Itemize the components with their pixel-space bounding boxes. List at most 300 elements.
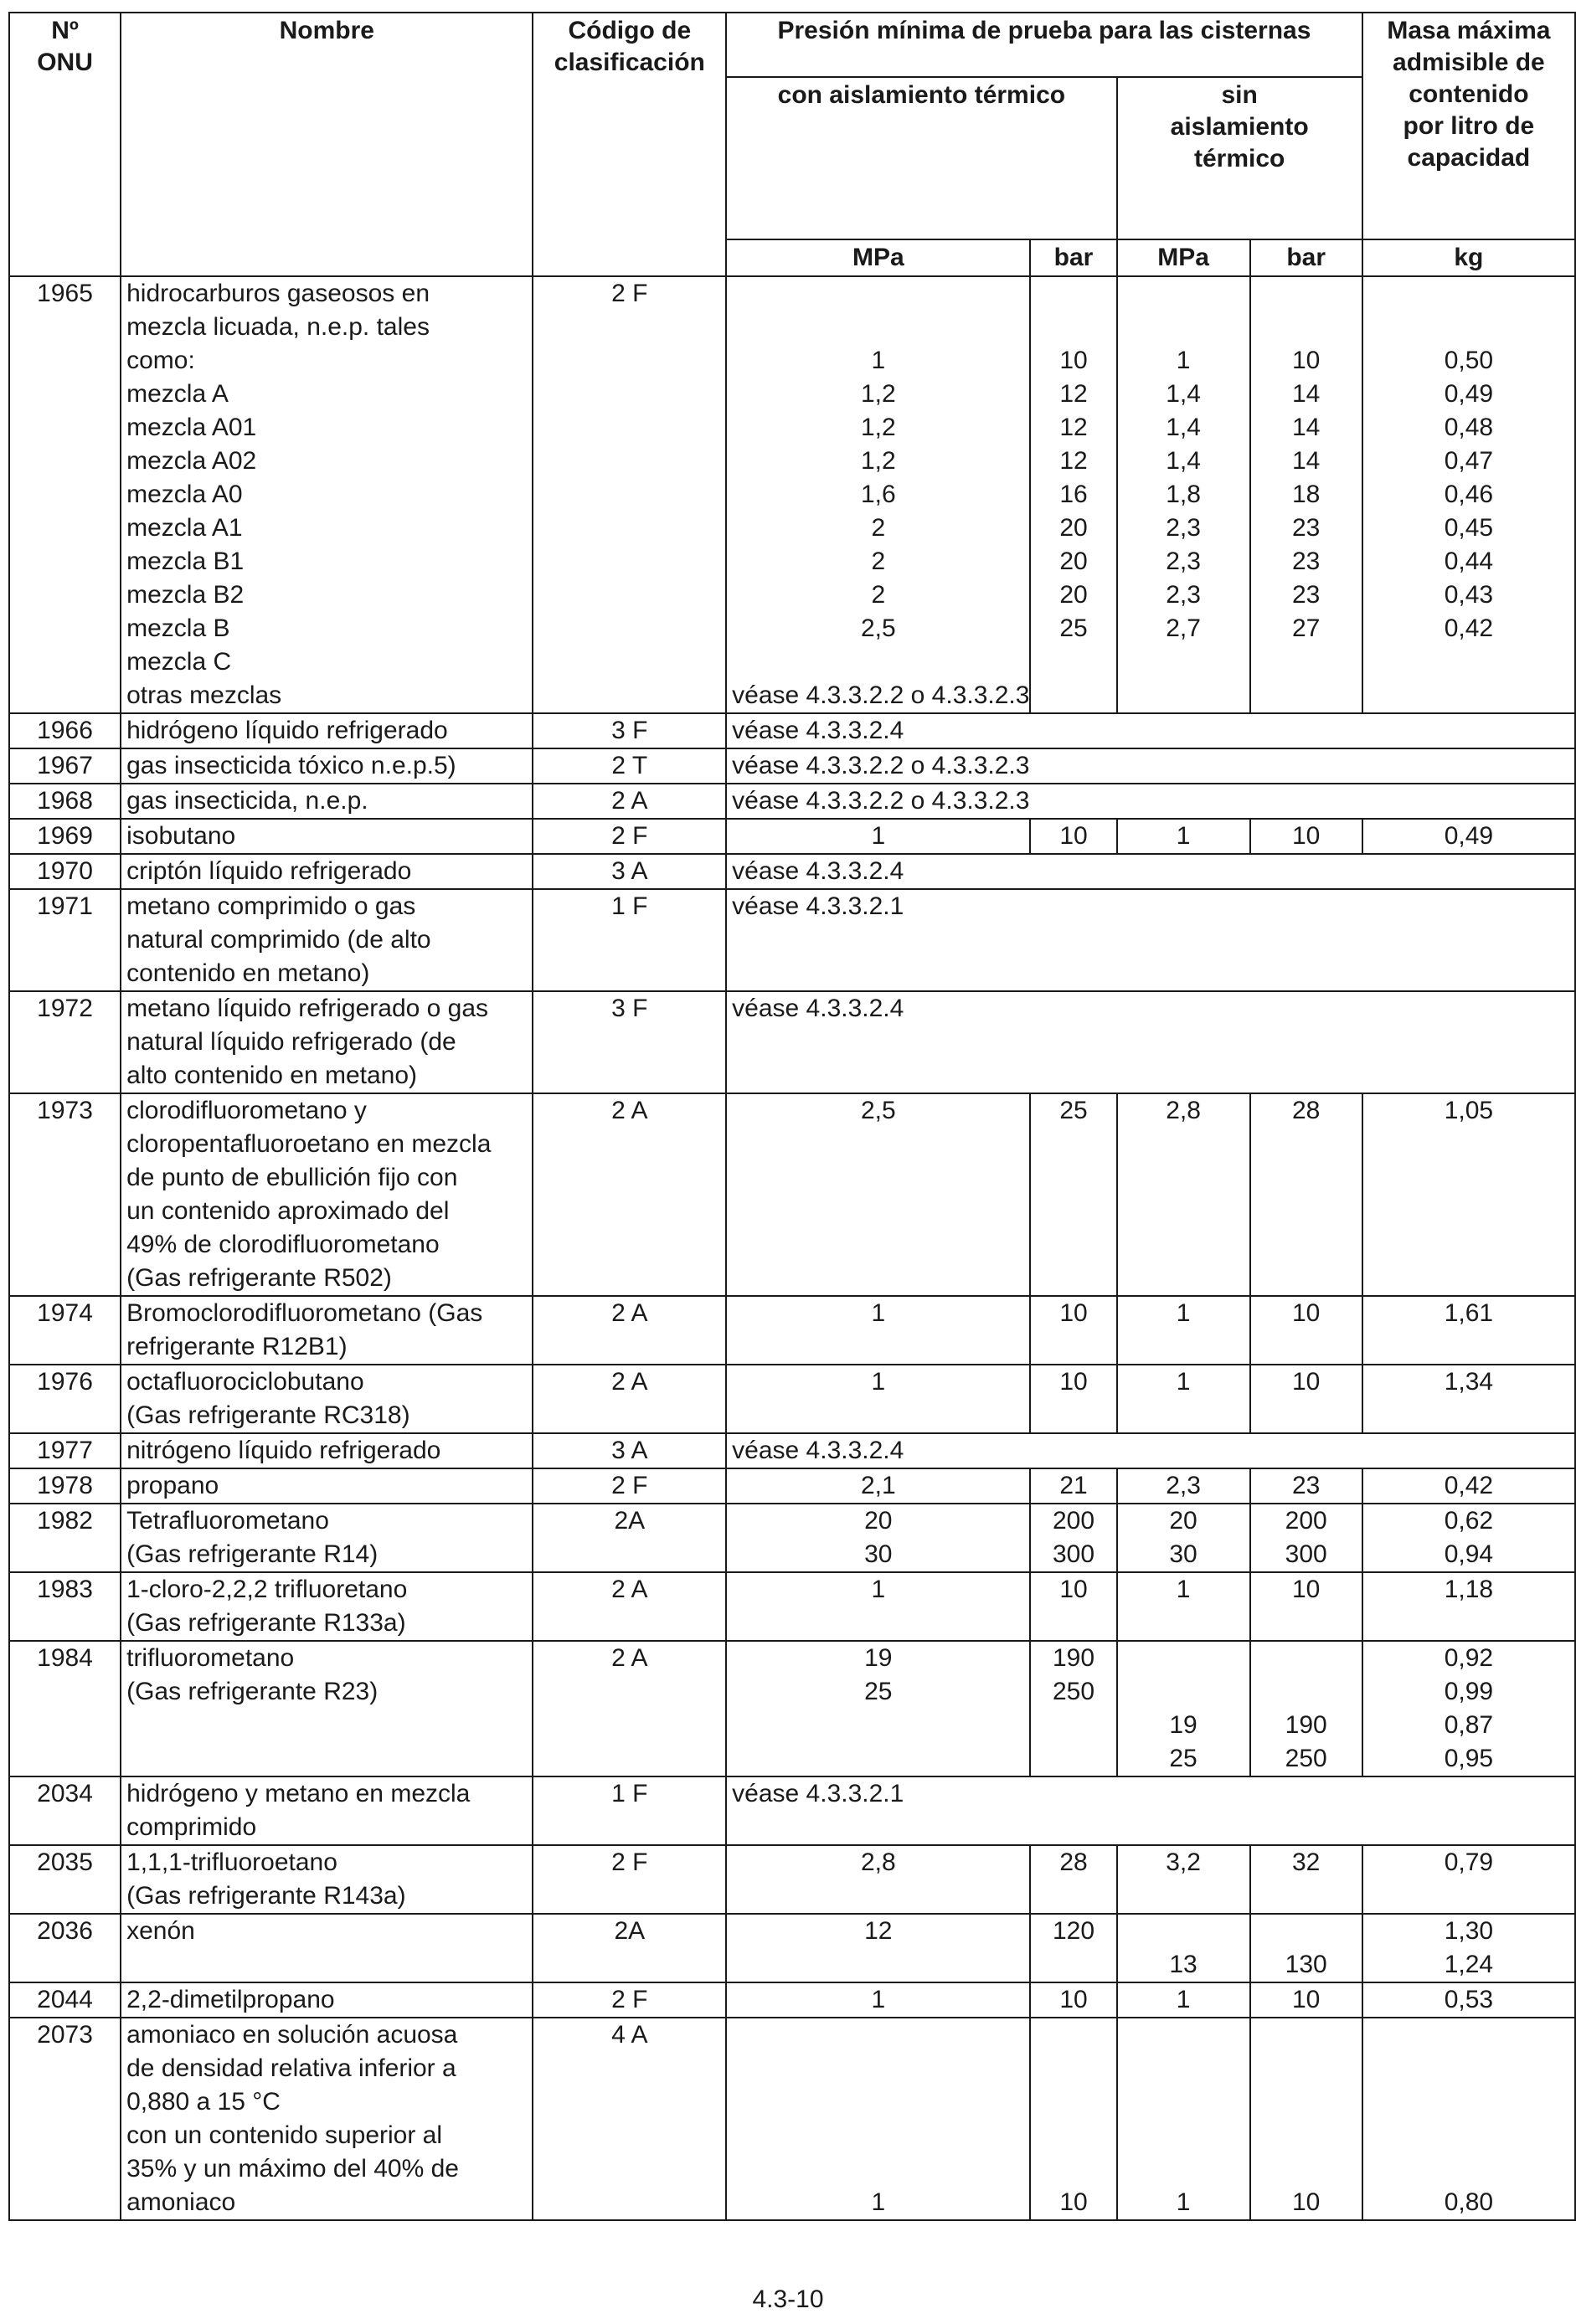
reference-note: véase 4.3.3.2.1 bbox=[726, 1776, 1575, 1845]
name-line: contenido en metano) bbox=[126, 959, 370, 987]
name-line: mezcla A02 bbox=[126, 447, 257, 475]
value-line bbox=[727, 2018, 1029, 2052]
value-line: 19 bbox=[864, 1644, 893, 1672]
value-line bbox=[727, 1879, 1029, 1913]
value-line: 14 bbox=[1291, 447, 1321, 475]
value-line bbox=[727, 277, 1029, 311]
value-line: 200 bbox=[1052, 1507, 1095, 1535]
value-line: 10 bbox=[1059, 1986, 1088, 2013]
name-line: comprimido bbox=[126, 1813, 257, 1841]
value-line bbox=[1118, 2152, 1249, 2186]
value-line bbox=[1031, 1330, 1115, 1364]
value-line bbox=[1118, 645, 1249, 679]
value-line: 12 bbox=[1059, 414, 1088, 441]
classification-code: 1 F bbox=[533, 1776, 726, 1845]
value-cell-bar2 bbox=[1250, 1468, 1362, 1504]
value-line bbox=[1363, 1399, 1574, 1432]
classification-code: 2 F bbox=[533, 1982, 726, 2018]
value-line bbox=[727, 1195, 1029, 1228]
value-line bbox=[727, 1161, 1029, 1195]
value-line: 0,47 bbox=[1444, 447, 1494, 475]
value-line bbox=[727, 1607, 1029, 1640]
substance-name bbox=[121, 819, 533, 854]
value-line bbox=[1251, 1262, 1362, 1295]
value-line bbox=[1363, 1262, 1574, 1295]
value-line bbox=[727, 1709, 1029, 1742]
value-cell-bar2 bbox=[1250, 276, 1362, 713]
name-line: trifluorometano bbox=[126, 1644, 295, 1672]
name-line: Tetrafluorometano bbox=[126, 1507, 329, 1535]
classification-code: 3 F bbox=[533, 713, 726, 748]
value-line: 300 bbox=[1285, 1540, 1327, 1568]
value-line: 1,30 bbox=[1444, 1917, 1494, 1945]
value-line: 0,50 bbox=[1444, 347, 1494, 374]
value-line: 10 bbox=[1059, 1576, 1088, 1603]
value-line: 1,2 bbox=[860, 447, 896, 475]
value-cell-kg bbox=[1362, 1982, 1575, 2018]
value-line bbox=[1031, 2052, 1115, 2085]
value-cell-bar2 bbox=[1250, 1845, 1362, 1914]
value-cell-mpa1 bbox=[726, 276, 1030, 713]
page-number: 4.3-10 bbox=[752, 2285, 824, 2313]
substance-name bbox=[121, 1093, 533, 1296]
value-line: 0,43 bbox=[1444, 581, 1494, 609]
value-cell-mpa1 bbox=[726, 1845, 1030, 1914]
value-line: 130 bbox=[1285, 1951, 1327, 1978]
value-line: 2,3 bbox=[1166, 581, 1201, 609]
value-line bbox=[1363, 311, 1574, 344]
value-line: 20 bbox=[1059, 548, 1088, 575]
value-line bbox=[1363, 277, 1574, 311]
substance-name bbox=[121, 1365, 533, 1433]
un-number: 2073 bbox=[9, 2018, 121, 2220]
value-line bbox=[1031, 277, 1115, 311]
value-line: 1 bbox=[871, 2188, 886, 2216]
value-line: 23 bbox=[1291, 548, 1321, 575]
value-cell-mpa2 bbox=[1117, 1296, 1250, 1365]
value-cell-bar1 bbox=[1030, 1572, 1116, 1641]
value-line bbox=[727, 1330, 1029, 1364]
value-line bbox=[1031, 2018, 1115, 2052]
value-line bbox=[727, 2085, 1029, 2119]
substance-name bbox=[121, 1296, 533, 1365]
value-line bbox=[1118, 2052, 1249, 2085]
value-cell-kg bbox=[1362, 2018, 1575, 2220]
value-line bbox=[1118, 1642, 1249, 1675]
value-cell-bar1 bbox=[1030, 1365, 1116, 1433]
value-cell-mpa1 bbox=[726, 1468, 1030, 1504]
classification-code: 2A bbox=[533, 1914, 726, 1982]
substance-name bbox=[121, 1982, 533, 2018]
name-line: un contenido aproximado del bbox=[126, 1197, 450, 1225]
value-cell-kg bbox=[1362, 1845, 1575, 1914]
value-line bbox=[727, 1228, 1029, 1262]
reference-note: véase 4.3.3.2.4 bbox=[726, 1433, 1575, 1468]
value-cell-bar1 bbox=[1030, 1504, 1116, 1572]
value-line: 10 bbox=[1059, 2188, 1088, 2216]
value-line: 0,99 bbox=[1444, 1678, 1494, 1705]
value-line: 25 bbox=[1059, 1097, 1088, 1124]
table-row bbox=[9, 1982, 1575, 2018]
un-number: 1965 bbox=[9, 276, 121, 713]
value-line: 10 bbox=[1059, 1368, 1088, 1396]
value-line: 1,24 bbox=[1444, 1951, 1494, 1978]
name-line: mezcla B2 bbox=[126, 581, 245, 609]
value-cell-bar2 bbox=[1250, 819, 1362, 854]
value-line bbox=[1118, 1262, 1249, 1295]
name-line: mezcla B bbox=[126, 614, 230, 642]
reference-note: véase 4.3.3.2.2 o 4.3.3.2.3 bbox=[726, 748, 1575, 784]
col-header-nombre: Nombre bbox=[121, 13, 533, 276]
value-line: 14 bbox=[1291, 414, 1321, 441]
value-line: 10 bbox=[1291, 1576, 1321, 1603]
name-line: amoniaco en solución acuosa bbox=[126, 2021, 458, 2049]
value-line: 2,8 bbox=[860, 1848, 896, 1876]
value-line bbox=[1118, 2018, 1249, 2052]
value-line bbox=[1031, 311, 1115, 344]
value-line bbox=[1031, 1161, 1115, 1195]
value-line bbox=[1118, 1607, 1249, 1640]
name-line: hidrógeno líquido refrigerado bbox=[126, 717, 448, 744]
name-line: 49% de clorodifluorometano bbox=[126, 1231, 440, 1258]
substance-name bbox=[121, 991, 533, 1093]
value-cell-kg bbox=[1362, 1572, 1575, 1641]
value-line bbox=[1118, 1195, 1249, 1228]
substance-name bbox=[121, 1433, 533, 1468]
un-number: 1983 bbox=[9, 1572, 121, 1641]
value-line bbox=[1031, 2119, 1115, 2152]
value-cell-mpa2 bbox=[1117, 1641, 1250, 1776]
value-cell-mpa2 bbox=[1117, 1914, 1250, 1982]
value-line bbox=[1251, 1607, 1362, 1640]
un-number: 1977 bbox=[9, 1433, 121, 1468]
value-line bbox=[1031, 645, 1115, 679]
value-line bbox=[1251, 2052, 1362, 2085]
col-header-masa: Masa máxima admisible de contenido por litro de capacidad bbox=[1362, 13, 1575, 239]
value-line bbox=[1118, 277, 1249, 311]
substance-name bbox=[121, 748, 533, 784]
value-line: 3,2 bbox=[1166, 1848, 1201, 1876]
value-line bbox=[1031, 1228, 1115, 1262]
un-gas-tank-table bbox=[8, 12, 1576, 2221]
value-line bbox=[1118, 311, 1249, 344]
value-line: 0,49 bbox=[1444, 380, 1494, 408]
value-line: 28 bbox=[1059, 1848, 1088, 1876]
name-line: clorodifluorometano y bbox=[126, 1097, 367, 1124]
value-line bbox=[1251, 1161, 1362, 1195]
value-cell-mpa2 bbox=[1117, 1093, 1250, 1296]
classification-code: 2 F bbox=[533, 1845, 726, 1914]
value-line bbox=[1118, 2119, 1249, 2152]
value-line bbox=[1031, 1399, 1115, 1432]
value-line: 2,1 bbox=[860, 1472, 896, 1499]
value-line bbox=[727, 1742, 1029, 1776]
value-line bbox=[727, 2119, 1029, 2152]
name-line: natural comprimido (de alto bbox=[126, 926, 431, 954]
name-line: mezcla A1 bbox=[126, 514, 243, 542]
name-line: mezcla B1 bbox=[126, 548, 245, 575]
value-cell-bar2 bbox=[1250, 1914, 1362, 1982]
value-line: 20 bbox=[864, 1507, 893, 1535]
reference-note: véase 4.3.3.2.2 o 4.3.3.2.3 bbox=[726, 784, 1575, 819]
un-number: 1969 bbox=[9, 819, 121, 854]
value-line: 190 bbox=[1052, 1644, 1095, 1672]
table-row bbox=[9, 1365, 1575, 1433]
un-number: 1972 bbox=[9, 991, 121, 1093]
table-row bbox=[9, 713, 1575, 748]
classification-code: 2 A bbox=[533, 784, 726, 819]
value-line: 2,5 bbox=[860, 614, 896, 642]
value-line bbox=[1251, 2018, 1362, 2052]
name-line: isobutano bbox=[126, 822, 236, 850]
value-cell-mpa1 bbox=[726, 1504, 1030, 1572]
value-line: 10 bbox=[1291, 2188, 1321, 2216]
value-cell-mpa2 bbox=[1117, 276, 1250, 713]
value-line bbox=[1118, 1879, 1249, 1913]
value-cell-kg bbox=[1362, 819, 1575, 854]
name-line: gas insecticida, n.e.p. bbox=[126, 787, 368, 815]
value-line: 23 bbox=[1291, 1472, 1321, 1499]
value-line: 20 bbox=[1059, 514, 1088, 542]
name-line: alto contenido en metano) bbox=[126, 1062, 418, 1089]
value-line bbox=[1251, 1330, 1362, 1364]
value-line: 10 bbox=[1059, 1299, 1088, 1327]
table-row bbox=[9, 991, 1575, 1093]
name-line: 2,2-dimetilpropano bbox=[126, 1986, 335, 2013]
value-line: 1 bbox=[871, 1299, 886, 1327]
value-line: 0,92 bbox=[1444, 1644, 1494, 1672]
value-line: 1,2 bbox=[860, 380, 896, 408]
value-line: 250 bbox=[1052, 1678, 1095, 1705]
value-line bbox=[1363, 1128, 1574, 1161]
value-cell-kg bbox=[1362, 1641, 1575, 1776]
name-line: refrigerante R12B1) bbox=[126, 1333, 348, 1360]
value-line: 1 bbox=[871, 1986, 886, 2013]
value-line: 0,45 bbox=[1444, 514, 1494, 542]
reference-note: véase 4.3.3.2.4 bbox=[726, 854, 1575, 889]
table-row bbox=[9, 1776, 1575, 1845]
value-line: 16 bbox=[1059, 481, 1088, 508]
value-line: 1 bbox=[1176, 822, 1191, 850]
un-number: 2035 bbox=[9, 1845, 121, 1914]
value-line bbox=[1363, 1195, 1574, 1228]
value-line bbox=[727, 1128, 1029, 1161]
classification-code: 2 A bbox=[533, 1572, 726, 1641]
name-line: de punto de ebullición fijo con bbox=[126, 1164, 458, 1191]
name-line: mezcla A bbox=[126, 380, 229, 408]
name-line: octafluorociclobutano bbox=[126, 1368, 364, 1396]
table-row bbox=[9, 1296, 1575, 1365]
value-cell-mpa1 bbox=[726, 1641, 1030, 1776]
name-line: de densidad relativa inferior a bbox=[126, 2054, 456, 2082]
substance-name bbox=[121, 784, 533, 819]
value-line bbox=[1251, 1228, 1362, 1262]
value-line bbox=[1118, 1915, 1249, 1948]
value-line bbox=[1251, 645, 1362, 679]
substance-name bbox=[121, 1572, 533, 1641]
value-line: 2 bbox=[871, 514, 886, 542]
reference-note: véase 4.3.3.2.4 bbox=[726, 991, 1575, 1093]
value-line bbox=[1251, 1675, 1362, 1709]
name-line: (Gas refrigerante RC318) bbox=[126, 1401, 410, 1429]
classification-code: 2A bbox=[533, 1504, 726, 1572]
value-line: 20 bbox=[1059, 581, 1088, 609]
value-cell-mpa1 bbox=[726, 819, 1030, 854]
value-cell-kg bbox=[1362, 1296, 1575, 1365]
name-line: otras mezclas bbox=[126, 681, 282, 709]
classification-code: 3 A bbox=[533, 1433, 726, 1468]
classification-code: 1 F bbox=[533, 889, 726, 991]
table-row bbox=[9, 1845, 1575, 1914]
value-line: 0,49 bbox=[1444, 822, 1494, 850]
value-line: 1,4 bbox=[1166, 380, 1201, 408]
table-row bbox=[9, 1914, 1575, 1982]
value-line bbox=[1363, 2052, 1574, 2085]
un-number: 2034 bbox=[9, 1776, 121, 1845]
value-cell-kg bbox=[1362, 1504, 1575, 1572]
value-line bbox=[727, 1948, 1029, 1982]
document-page bbox=[8, 12, 1576, 2221]
value-cell-mpa1 bbox=[726, 1572, 1030, 1641]
classification-code: 2 A bbox=[533, 1365, 726, 1433]
classification-code: 3 F bbox=[533, 991, 726, 1093]
substance-name bbox=[121, 1776, 533, 1845]
value-line: 13 bbox=[1169, 1951, 1197, 1978]
value-cell-mpa2 bbox=[1117, 2018, 1250, 2220]
value-cell-bar2 bbox=[1250, 1982, 1362, 2018]
table-row bbox=[9, 1093, 1575, 1296]
value-line: 1,18 bbox=[1444, 1576, 1494, 1603]
value-line: 12 bbox=[1059, 447, 1088, 475]
name-line: (Gas refrigerante R502) bbox=[126, 1264, 392, 1292]
table-row bbox=[9, 889, 1575, 991]
value-line bbox=[1251, 2085, 1362, 2119]
value-line: 0,42 bbox=[1444, 614, 1494, 642]
value-line: 0,62 bbox=[1444, 1507, 1494, 1535]
value-cell-mpa2 bbox=[1117, 1468, 1250, 1504]
value-line: 2,5 bbox=[860, 1097, 896, 1124]
value-cell-mpa1 bbox=[726, 1296, 1030, 1365]
name-line: natural líquido refrigerado (de bbox=[126, 1028, 456, 1056]
value-line bbox=[1363, 645, 1574, 679]
value-line: 0,48 bbox=[1444, 414, 1494, 441]
value-line: 1 bbox=[871, 822, 886, 850]
un-number: 1973 bbox=[9, 1093, 121, 1296]
name-line: cloropentafluoroetano en mezcla bbox=[126, 1130, 492, 1158]
un-number: 1970 bbox=[9, 854, 121, 889]
substance-name bbox=[121, 1504, 533, 1572]
classification-code: 4 A bbox=[533, 2018, 726, 2220]
value-line: 0,95 bbox=[1444, 1745, 1494, 1772]
value-line: 1 bbox=[1176, 1299, 1191, 1327]
name-line: (Gas refrigerante R23) bbox=[126, 1678, 379, 1705]
value-line: 1,34 bbox=[1444, 1368, 1494, 1396]
value-line: 1,6 bbox=[860, 481, 896, 508]
value-line: 0,46 bbox=[1444, 481, 1494, 508]
value-line: 0,79 bbox=[1444, 1848, 1494, 1876]
value-line bbox=[1363, 1607, 1574, 1640]
classification-code: 2 A bbox=[533, 1641, 726, 1776]
value-line: 2,3 bbox=[1166, 1472, 1201, 1499]
substance-name bbox=[121, 276, 533, 713]
classification-code: 3 A bbox=[533, 854, 726, 889]
un-number: 1982 bbox=[9, 1504, 121, 1572]
value-line: 21 bbox=[1059, 1472, 1088, 1499]
value-line: 10 bbox=[1059, 347, 1088, 374]
value-line bbox=[1031, 1607, 1115, 1640]
name-line: 0,880 a 15 °C bbox=[126, 2088, 281, 2116]
value-line: 12 bbox=[1059, 380, 1088, 408]
value-line bbox=[1251, 1879, 1362, 1913]
value-cell-bar1 bbox=[1030, 819, 1116, 854]
un-number: 1976 bbox=[9, 1365, 121, 1433]
value-line: 10 bbox=[1291, 822, 1321, 850]
value-cell-mpa1 bbox=[726, 1093, 1030, 1296]
value-line bbox=[1363, 1330, 1574, 1364]
value-line: 300 bbox=[1052, 1540, 1095, 1568]
value-line: 1,8 bbox=[1166, 481, 1201, 508]
value-line: 2 bbox=[871, 548, 886, 575]
value-line: 2,7 bbox=[1166, 614, 1201, 642]
value-line bbox=[1363, 2018, 1574, 2052]
value-cell-mpa1 bbox=[726, 1982, 1030, 2018]
value-line: 2,3 bbox=[1166, 548, 1201, 575]
value-line: 10 bbox=[1059, 822, 1088, 850]
reference-note: véase 4.3.3.2.2 o 4.3.3.2.3 bbox=[732, 681, 1030, 709]
value-line: 2,8 bbox=[1166, 1097, 1201, 1124]
name-line: metano líquido refrigerado o gas bbox=[126, 995, 489, 1022]
value-line bbox=[1363, 2085, 1574, 2119]
value-cell-mpa1 bbox=[726, 1914, 1030, 1982]
table-row bbox=[9, 748, 1575, 784]
name-line: nitrógeno líquido refrigerado bbox=[126, 1437, 441, 1464]
value-line bbox=[1118, 1228, 1249, 1262]
value-line bbox=[1363, 1879, 1574, 1913]
value-line bbox=[1251, 277, 1362, 311]
value-cell-kg bbox=[1362, 1093, 1575, 1296]
substance-name bbox=[121, 1914, 533, 1982]
reference-note: véase 4.3.3.2.4 bbox=[726, 713, 1575, 748]
value-cell-mpa2 bbox=[1117, 1845, 1250, 1914]
name-line: gas insecticida tóxico n.e.p.5) bbox=[126, 752, 456, 779]
table-row bbox=[9, 854, 1575, 889]
value-line bbox=[727, 311, 1029, 344]
value-line: 14 bbox=[1291, 380, 1321, 408]
substance-name bbox=[121, 713, 533, 748]
classification-code: 2 T bbox=[533, 748, 726, 784]
classification-code: 2 F bbox=[533, 276, 726, 713]
unit-bar-sin: bar bbox=[1250, 239, 1362, 276]
value-line bbox=[1251, 1399, 1362, 1432]
value-line: 10 bbox=[1291, 347, 1321, 374]
name-line: (Gas refrigerante R14) bbox=[126, 1540, 379, 1568]
value-line bbox=[1251, 1195, 1362, 1228]
value-line: 2 bbox=[871, 581, 886, 609]
value-cell-bar1 bbox=[1030, 276, 1116, 713]
value-line bbox=[727, 1262, 1029, 1295]
value-line: 1 bbox=[1176, 347, 1191, 374]
value-line: 1,4 bbox=[1166, 414, 1201, 441]
value-line bbox=[1118, 1399, 1249, 1432]
value-line: 20 bbox=[1169, 1507, 1197, 1535]
table-row bbox=[9, 276, 1575, 713]
value-line: 1 bbox=[1176, 1986, 1191, 2013]
value-line: 1 bbox=[871, 1368, 886, 1396]
value-line bbox=[1118, 1330, 1249, 1364]
name-line: amoniaco bbox=[126, 2188, 236, 2216]
table-body bbox=[9, 276, 1575, 2220]
value-line: 1,05 bbox=[1444, 1097, 1494, 1124]
